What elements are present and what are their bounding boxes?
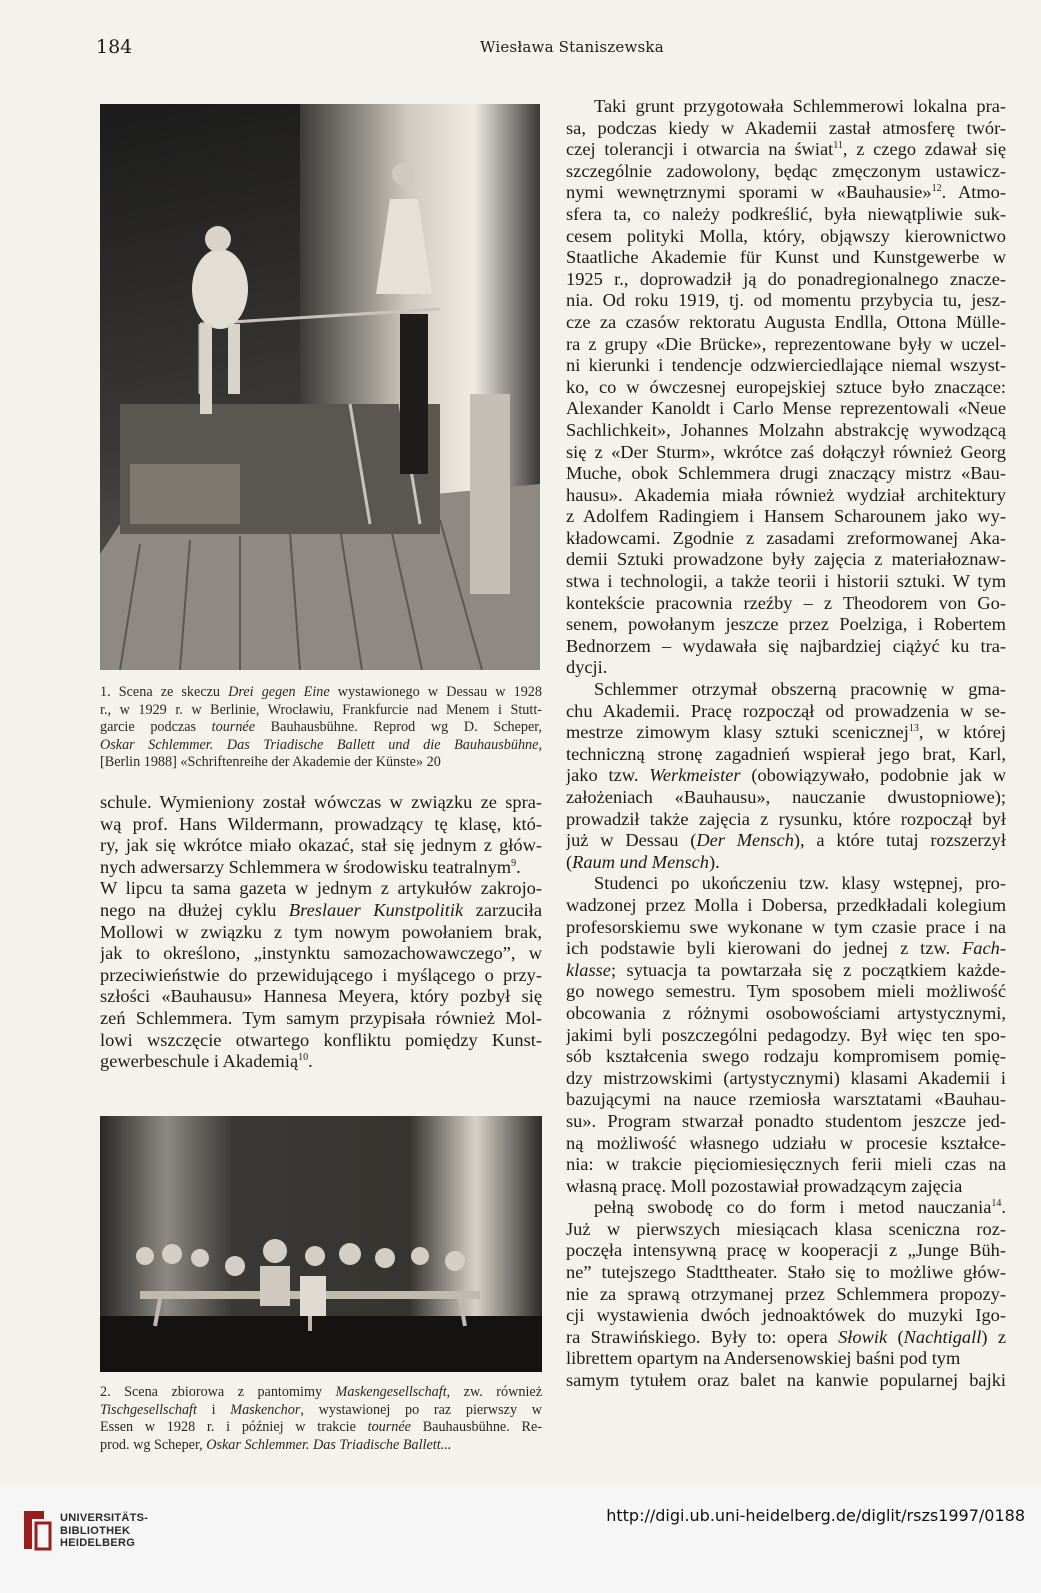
left-column-line: przeciwieństwie do przewidującego i myślącego o przy- [100,964,542,985]
left-column-line: gewerbeschule i Akademią$^{10}$. [100,1051,313,1072]
library-logo-icon [22,1509,52,1551]
right-column-line: Taki grunt przygotowała Schlemmerowi lokalna pra- [594,96,1006,116]
right-column-line: Bednorzem – wydawała się najbardziej ciążyć ku tra- [566,635,1006,656]
right-column-line: Studenci po ukończeniu tzw. klasy wstępnej, pro- [594,873,1006,894]
right-column-line: hausu». Akademia miała również wydział architektury [566,484,1006,505]
left-column-line: schule. Wymieniony został wówczas w związku ze spra- [100,792,542,812]
right-column-line: prowadził także zajęcia z rysunku, które rozpoczął był [566,808,1006,829]
figure-1-caption [100,684,542,772]
right-column-line: już w Dessau (Der Mensch), a które tutaj rozszerzył [566,830,1006,851]
right-column-line: wadzonej przez Molla i Dobersa, przedkładali kolegium [566,894,1006,915]
right-column-line: senem, powołanym jeszcze przez Poelziga, i Robertem [566,614,1006,635]
right-column-line: Muche, obok Schlemmera drugi znaczący mistrz «Bau- [566,463,1006,484]
figure1-caption-line: r., w 1929 r. w Berlinie, Wrocławiu, Frankfurcie nad Menem i Stutt- [100,701,542,718]
library-name-line-1: UNIVERSITÄTS- [60,1512,149,1524]
right-column-line: su». Program stwarzał ponadto studentom jeszcze jed- [566,1110,1006,1131]
right-column-text [566,96,1006,1392]
figure2-caption-line: Tischgesellschaft i Maskenchor, wystawionej po raz pierwszy w [100,1401,542,1418]
right-column-line: cji wystawienia dwóch jednoaktówek do muzyki Igo- [566,1305,1006,1326]
right-column-line: stwa i technologii, a także teorii i historii sztuki. W tym [566,571,1006,592]
left-column-line: jak to określono, „instynktu samozachowawczego”, w [100,943,542,964]
right-column-line: (Raum und Mensch). [566,851,720,872]
right-column-line: Sachlichkeit», Johannes Molzahn abstrakcję wywodzącą [566,419,1006,440]
right-column-line: Schlemmer otrzymał obszerną pracownię w gma- [594,679,1006,700]
right-column-line: ra z grupy «Die Brücke», reprezentowane były w uczel- [566,333,1006,354]
left-column-line: W lipcu ta sama gazeta w jednym z artykułów zakrojo- [100,878,542,899]
footer-bar [0,1485,1041,1593]
figure1-caption-line: garcie podczas tournée Bauhausbühne. Reprod wg D. Scheper, [100,719,542,736]
right-column-line: obcowania z różnymi osobowościami artystycznymi, [566,1002,1006,1023]
right-column-line: jako tzw. Werkmeister (obowiązywało, podobnie jak w [566,765,1006,786]
figure1-caption-line: Oskar Schlemmer. Das Triadische Ballett und die Bauhausbühne, [100,736,542,753]
source-url-link[interactable]: http://digi.ub.uni-heidelberg.de/diglit/rszs1997/0188 [606,1506,1025,1525]
right-column-line: mestrze zimowym klasy sztuki scenicznej$^{13}$, w której [566,722,1006,743]
right-column-line: własną pracę. Moll pozostawiał prowadzącym zajęcia [566,1175,963,1196]
page-number: 184 [96,36,133,58]
right-column-line: profesorskiemu swe wykonane w tym czasie prace i na [566,916,1006,937]
right-column-line: jakimi byli poszczególni pedagodzy. Był więc ten spo- [566,1024,1006,1045]
right-column-line: nymi wewnętrznymi sporami w «Bauhausie»$^{12}$. Atmo- [566,182,1006,203]
right-column-line: Już w pierwszych miesiącach klasa sceniczna roz- [566,1218,1006,1239]
figure-1-photo [100,104,540,670]
figure1-caption-line: 1. Scena ze skeczu Drei gegen Eine wystawionego w Dessau w 1928 [100,684,542,700]
right-column-line: kładowcami. Zgodnie z zasadami zreformowanej Aka- [566,527,1006,548]
right-column-line: techniczną stronę zagadnień wspierał jego brat, Karl, [566,743,1006,764]
right-column-line: go nowego semestru. Tym sposobem mieli możliwość [566,981,1006,1002]
left-column-line: szłości «Bauhausu» Hannesa Meyera, który pozbył się [100,986,542,1007]
right-column-line: 1925 r., doprowadził ją do ponadregionalnego znacze- [566,268,1006,289]
right-column-line: ko, co w ówczesnej europejskiej sztuce było znaczące: [566,376,1006,397]
left-column-line: ry, jak się wkrótce miało okazać, stał się jednym z głów- [100,835,542,856]
right-column-line: sfera ta, co należy podkreślić, była niewątpliwie suk- [566,203,1006,224]
right-column-line: demii Sztuki prowadzone były zajęcia z materiałoznaw- [566,549,1006,570]
right-column-line: sa, podczas kiedy w Akademii zastał atmosferę twór- [566,117,1006,138]
right-column-line: nia: w trakcie pięciomiesięcznych ferii mieli czas na [566,1154,1006,1175]
figure-2-photo [100,1116,542,1372]
right-column-line: założeniach «Bauhausu», nauczanie dwustopniowe); [566,787,1006,807]
right-column-line: bazującymi na nauce rzemiosła warsztatami «Bauhau- [566,1089,1006,1110]
right-column-line: czej tolerancji i otwarcia na świat$^{11}$, z czego zdawał się [566,139,1006,160]
right-column-line: poczęła intensywną pracę w kooperacji z „Junge Büh- [566,1240,1006,1261]
left-column-line: nych adwersarzy Schlemmera w środowisku teatralnym$^9$. [100,856,521,877]
right-column-line: dzy mistrzowskimi (artystycznymi) klasami Akademii i [566,1067,1006,1088]
left-column-line: Mollowi w związku z tym nowym powołaniem brak, [100,921,542,942]
right-column-line: chu Akademii. Pracę rozpoczął od prowadzenia w se- [566,700,1006,721]
left-column-line: lowi wszczęcie otwartego konfliktu pomiędzy Kunst- [100,1029,542,1050]
figure-2-caption [100,1384,542,1454]
right-column-line: cze za czasów rektoratu Augusta Endlla, Ottona Mülle- [566,311,1006,332]
right-column-line: ra Strawińskiego. Były to: opera Słowik (Nachtigall) z [566,1326,1006,1347]
library-name [60,1512,148,1550]
right-column-line: ne” tutejszego Stadttheater. Stało się to możliwe głów- [566,1262,1006,1283]
right-column-line: klasse; sytuacja ta powtarzała się z początkiem każde- [566,959,1006,980]
figure2-caption-line: 2. Scena zbiorowa z pantomimy Maskengesellschaft, zw. również [100,1384,542,1400]
right-column-line: cesem polityki Molla, który, objąwszy kierownictwo [566,225,1006,246]
right-column-line: pełną swobodę co do form i metod nauczania$^{14}$. [594,1197,1006,1218]
right-column-line: sób kształcenia swego rodzaju kompromisem pomię- [566,1046,1006,1067]
right-column-line: kontekście pracownia rzeźby – z Theodorem von Go- [566,592,1006,613]
right-column-line: nia. Od roku 1919, tj. od momentu przybycia tu, jesz- [566,290,1006,311]
left-column-text [100,792,542,1073]
left-column-line: zeń Schlemmera. Tym samym przypisała również Mol- [100,1007,542,1028]
figure2-caption-line: prod. wg Scheper, Oskar Schlemmer. Das Triadische Ballett... [100,1436,452,1453]
right-column-line: Alexander Kanoldt i Carlo Mense reprezentowali «Neue [566,398,1006,419]
right-column-line: szczególnie zadowolony, będąc zmęczonym ustawicz- [566,160,1006,181]
right-column-line: ni kierunki i tendencje odzwierciedlające niemal wszyst- [566,355,1006,376]
right-column-line: dycji. [566,657,608,678]
right-column-line: samym tytułem oraz balet na kanwie popularnej bajki [566,1370,1006,1391]
right-column-line: z Adolfem Radingiem i Hansem Scharounem jako wy- [566,506,1006,527]
figure2-caption-line: Essen w 1928 r. i później w trakcie tournée Bauhausbühne. Re- [100,1419,542,1436]
right-column-line: librettem opartym na Andersenowskiej baśni pod tym [566,1348,961,1369]
right-column-line: nie za sprawą otrzymanej przez Schlemmera propozy- [566,1283,1006,1304]
right-column-line: ną możliwość własnego udziału w procesie kształce- [566,1132,1006,1153]
running-head: Wiesława Staniszewska [480,38,664,56]
right-column-line: ich podstawie byli kierowani do jednej z tzw. Fach- [566,938,1006,959]
library-name-line-3: HEIDELBERG [60,1537,136,1549]
right-column-line: Staatliche Akademie für Kunst und Kunstgewerbe w [566,247,1006,268]
left-column-line: wą prof. Hans Wildermann, prowadzący tę klasę, któ- [100,813,542,834]
figure1-caption-line: [Berlin 1988] «Schriftenreihe der Akademie der Künste» 20 [100,754,441,771]
right-column-line: się z «Der Sturm», wkrótce zaś dołączył również Georg [566,441,1006,462]
left-column-line: nego na dłużej cyklu Breslauer Kunstpolitik zarzuciła [100,899,542,920]
library-name-line-2: BIBLIOTHEK [60,1524,131,1537]
